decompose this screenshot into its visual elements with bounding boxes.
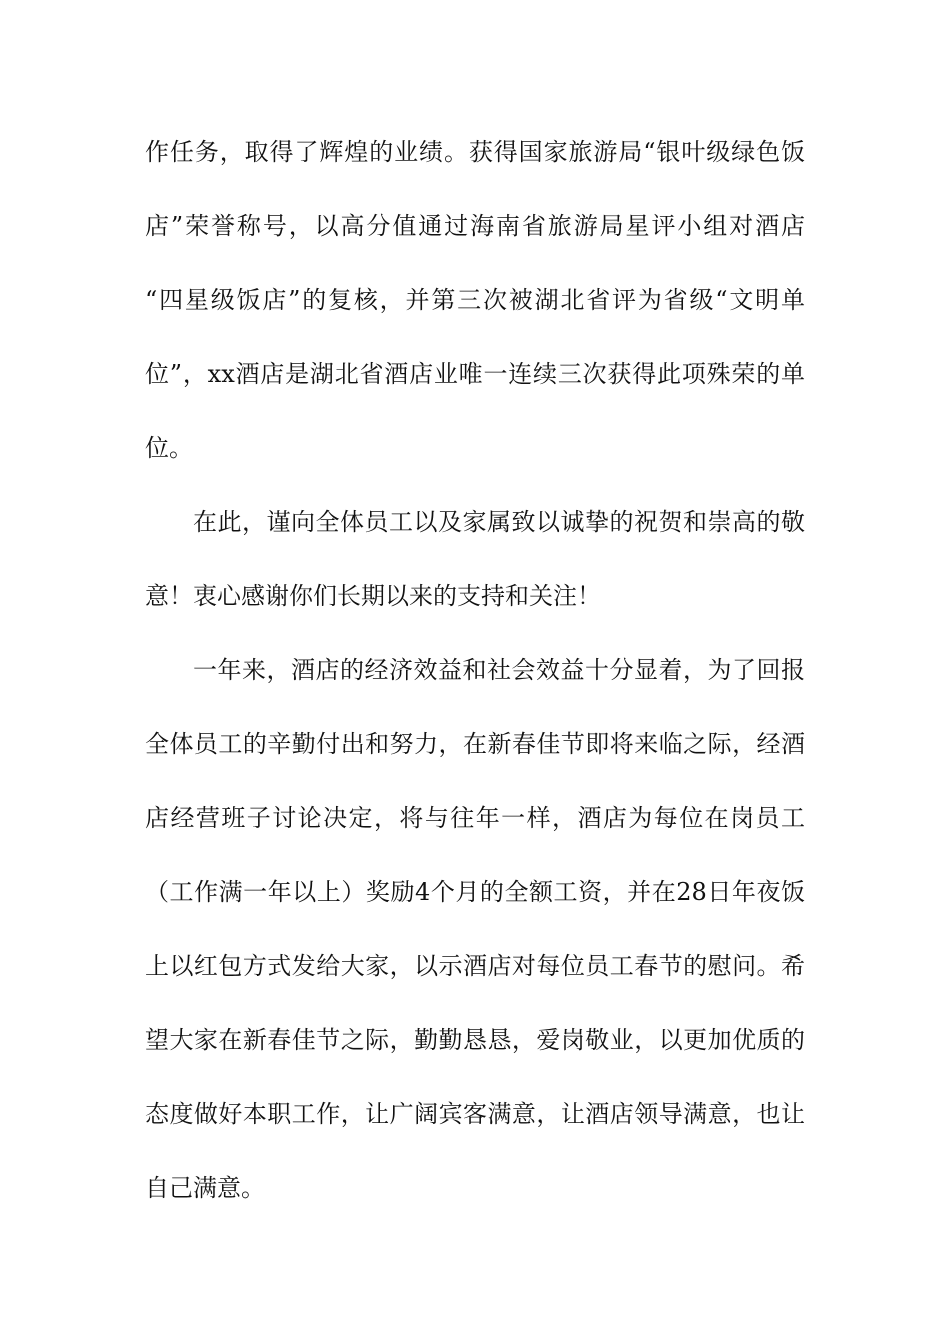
body-line: 意！衷心感谢你们长期以来的支持和关注！ <box>145 582 601 610</box>
body-line: 店”荣誉称号，以高分值通过海南省旅游局星评小组对酒店 <box>145 212 805 240</box>
body-line: 全体员工的辛勤付出和努力，在新春佳节即将来临之际，经酒 <box>145 730 805 758</box>
paragraph-first-line: 一年来，酒店的经济效益和社会效益十分显着，为了回报 <box>193 656 805 684</box>
body-line: （工作满一年以上）奖励4个月的全额工资，并在28日年夜饭 <box>145 878 805 906</box>
body-line: “四星级饭店”的复核，并第三次被湖北省评为省级“文明单 <box>145 286 805 314</box>
body-line: 位。 <box>145 434 193 462</box>
document-body <box>145 125 805 1235</box>
body-line: 作任务，取得了辉煌的业绩。获得国家旅游局“银叶级绿色饭 <box>145 138 805 166</box>
body-line: 店经营班子讨论决定，将与往年一样，酒店为每位在岗员工 <box>145 804 805 832</box>
body-line: 态度做好本职工作，让广阔宾客满意，让酒店领导满意，也让 <box>145 1100 805 1128</box>
body-line: 自己满意。 <box>145 1174 265 1202</box>
body-line: 上以红包方式发给大家，以示酒店对每位员工春节的慰问。希 <box>145 952 805 980</box>
paragraph-first-line: 在此，谨向全体员工以及家属致以诚挚的祝贺和崇高的敬 <box>193 508 805 536</box>
body-line: 位”，xx酒店是湖北省酒店业唯一连续三次获得此项殊荣的单 <box>145 360 805 388</box>
body-line: 望大家在新春佳节之际，勤勤恳恳，爱岗敬业，以更加优质的 <box>145 1026 805 1054</box>
